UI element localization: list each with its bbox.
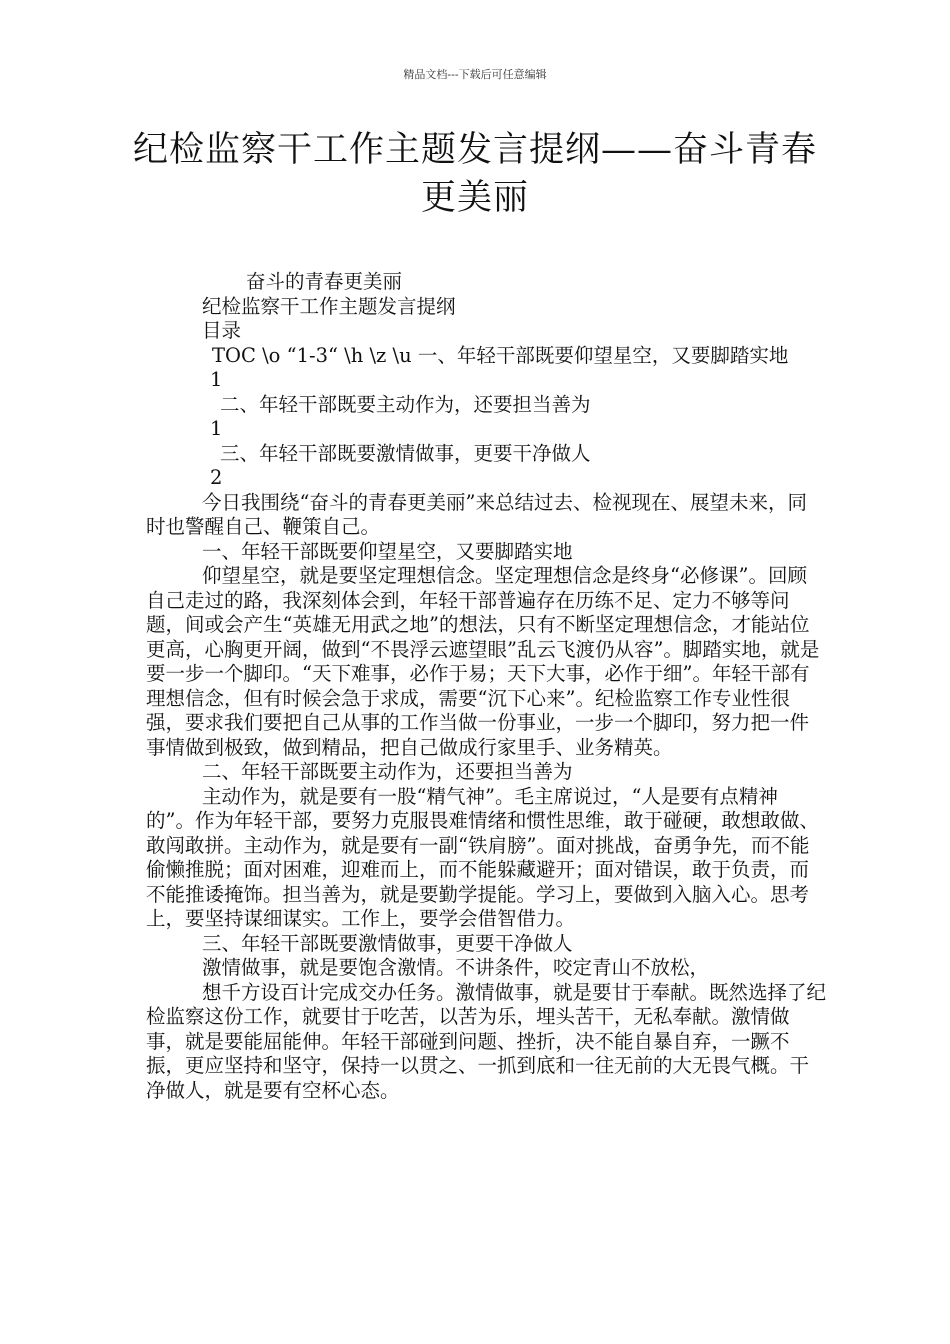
subtitle-1: 奋斗的青春更美丽 (246, 270, 403, 293)
toc-page-2: 1 (210, 417, 223, 440)
section-paragraph-1: 仰望星空，就是要坚定理想信念。坚定理想信念是终身“必修课”。回顾自己走过的路，我深刻体会到，年轻干部普遍存在历练不足、定力不够等问题，间或会产生“英雄无用武之地”的想法，只有不断坚定理想信念，才能站位更高，心胸更开阔，做到“不畏浮云遮望眼”乱云飞渡仍从容”。脚踏实地，就是要一步一个脚印。“天下难事，必作于易；天下大事，必作于细”。年轻干部有理想信念，但有时候会急于求成，需要“沉下心来”。纪检监察工作专业性很强，要求我们要把自己从事的工作当做一份事业，一步一个脚印，努力把一件事情做到极致，做到精品，把自己做成行家里手、业务精英。 (146, 564, 820, 759)
toc-page-3: 2 (210, 466, 223, 489)
document-title: 纪检监察干工作主题发言提纲——奋斗青春更美丽 (132, 130, 817, 218)
section-heading-2: 二、年轻干部既要主动作为，还要担当善为 (202, 760, 573, 783)
section-paragraph-3b: 想千方设百计完成交办任务。激情做事，就是要甘于奉献。既然选择了纪检监察这份工作，就要甘于吃苦，以苦为乐，埋头苦干，无私奉献。激情做事，就是要能屈能伸。年轻干部碰到问题、挫折，决不能自暴自弃，一蹶不振，更应坚持和坚守，保持一以贯之、一抓到底和一往无前的大无畏气概。干净做人，就是要有空杯心态。 (146, 980, 827, 1102)
toc-page-1: 1 (210, 368, 223, 391)
toc-label: 目录 (202, 319, 242, 342)
subtitle-2: 纪检监察干工作主题发言提纲 (202, 294, 456, 318)
section-paragraph-2: 主动作为，就是要有一股“精气神”。毛主席说过，“人是要有点精神的”。作为年轻干部，要努力克服畏难情绪和惯性思维，敢于碰硬，敢想敢做、敢闯敢拼。主动作为，就是要有一副“铁肩膀”。面对挑战，奋勇争先，而不能偷懒推脱；面对困难，迎难而上，而不能躲藏避开；面对错误，敢于负责，而不能推诿掩饰。担当善为，就是要勤学提能。学习上，要做到入脑入心。思考上，要坚持谋细谋实。工作上，要学会借智借力。 (146, 784, 819, 930)
intro-paragraph: 今日我围绕“奋斗的青春更美丽”来总结过去、检视现在、展望未来，同时也警醒自己、鞭策自己。 (146, 490, 807, 538)
section-heading-1: 一、年轻干部既要仰望星空，又要脚踏实地 (202, 539, 573, 563)
toc-line-2: 二、年轻干部既要主动作为，还要担当善为 (220, 392, 591, 416)
header-note: 精品文档---下载后可任意编辑 (403, 68, 547, 81)
document-body (146, 270, 826, 1103)
toc-line-3: 三、年轻干部既要激情做事，更要干净做人 (220, 441, 591, 465)
toc-line-1: TOC \o “1-3“ \h \z \u 一、年轻干部既要仰望星空，又要脚踏实地 (212, 343, 789, 367)
section-heading-3: 三、年轻干部既要激情做事，更要干净做人 (202, 931, 573, 955)
section-paragraph-3a: 激情做事，就是要饱含激情。不讲条件，咬定青山不放松， (202, 956, 710, 979)
